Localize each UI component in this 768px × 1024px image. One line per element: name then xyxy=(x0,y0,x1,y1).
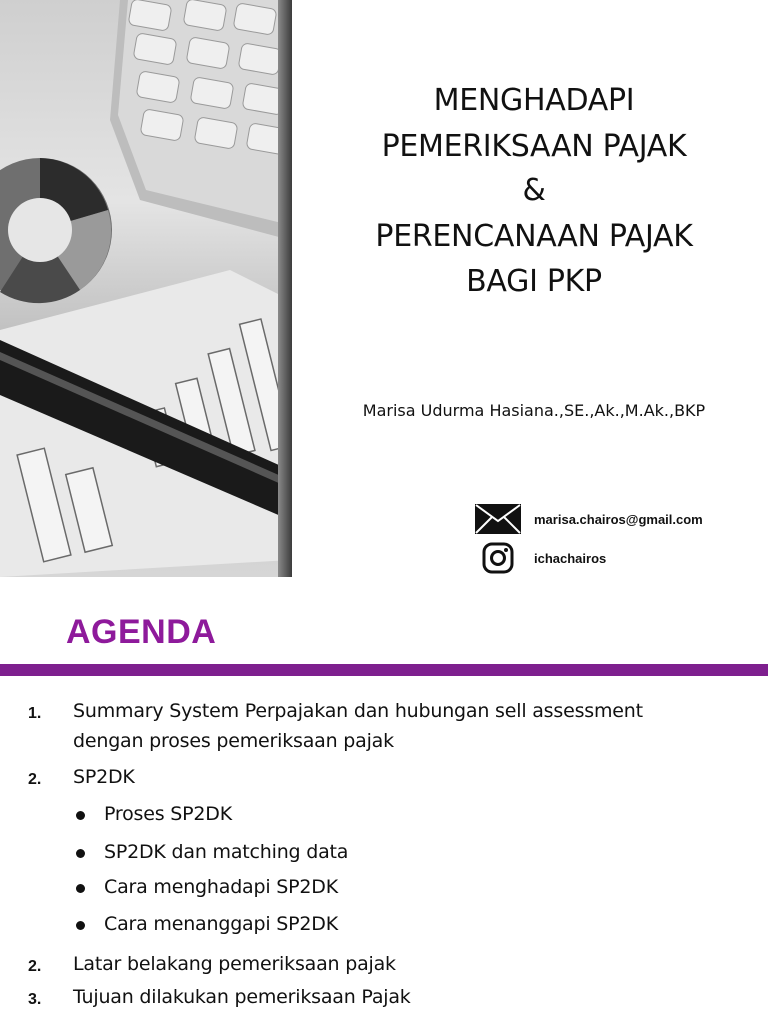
instagram-handle[interactable]: ichachairos xyxy=(534,550,607,566)
agenda-divider xyxy=(0,664,768,676)
photo-edge-shadow xyxy=(278,0,292,577)
cover-title-line-4: PERENCANAAN PAJAK xyxy=(375,219,693,254)
agenda-title: AGENDA xyxy=(66,613,217,651)
envelope-icon xyxy=(474,500,522,538)
agenda-slide xyxy=(0,585,768,1024)
bullet-dot xyxy=(76,884,85,893)
agenda-item-4-number: 3. xyxy=(28,991,42,1008)
agenda-item-1-line-1: Summary System Perpajakan dan hubungan sell assessment xyxy=(73,700,643,722)
agenda-item-1-line-2: dengan proses pemeriksaan pajak xyxy=(73,730,394,752)
bullet-dot xyxy=(76,849,85,858)
instagram-icon xyxy=(474,539,522,577)
agenda-item-3-line-1: Latar belakang pemeriksaan pajak xyxy=(73,953,396,975)
sub-item-proses-sp2dk: Proses SP2DK xyxy=(104,803,232,825)
bullet-dot xyxy=(76,921,85,930)
calculator-charts-photo xyxy=(0,0,290,577)
instagram-row xyxy=(474,539,606,577)
bullet-dot xyxy=(76,811,85,820)
cover-title-line-5: BAGI PKP xyxy=(466,264,602,299)
cover-title-line-3: & xyxy=(522,173,546,208)
agenda-item-1-number: 1. xyxy=(28,705,42,722)
agenda-item-3-number: 2. xyxy=(28,958,42,975)
sub-item-menghadapi: Cara menghadapi SP2DK xyxy=(104,876,338,898)
email-row xyxy=(474,500,703,538)
cover-title-line-2: PEMERIKSAAN PAJAK xyxy=(381,129,687,164)
sub-item-matching-data: SP2DK dan matching data xyxy=(104,841,349,863)
agenda-item-4-line-1: Tujuan dilakukan pemeriksaan Pajak xyxy=(73,986,411,1008)
cover-title-line-1: MENGHADAPI xyxy=(433,83,635,118)
sub-item-menanggapi: Cara menanggapi SP2DK xyxy=(104,913,338,935)
author-name: Marisa Udurma Hasiana.,SE.,Ak.,M.Ak.,BKP xyxy=(362,401,706,420)
photo-illustration xyxy=(0,0,290,577)
slide-divider xyxy=(0,577,768,585)
agenda-item-2-line-1: SP2DK xyxy=(73,766,135,788)
email-address[interactable]: marisa.chairos@gmail.com xyxy=(534,511,703,527)
agenda-item-2-number: 2. xyxy=(28,771,42,788)
